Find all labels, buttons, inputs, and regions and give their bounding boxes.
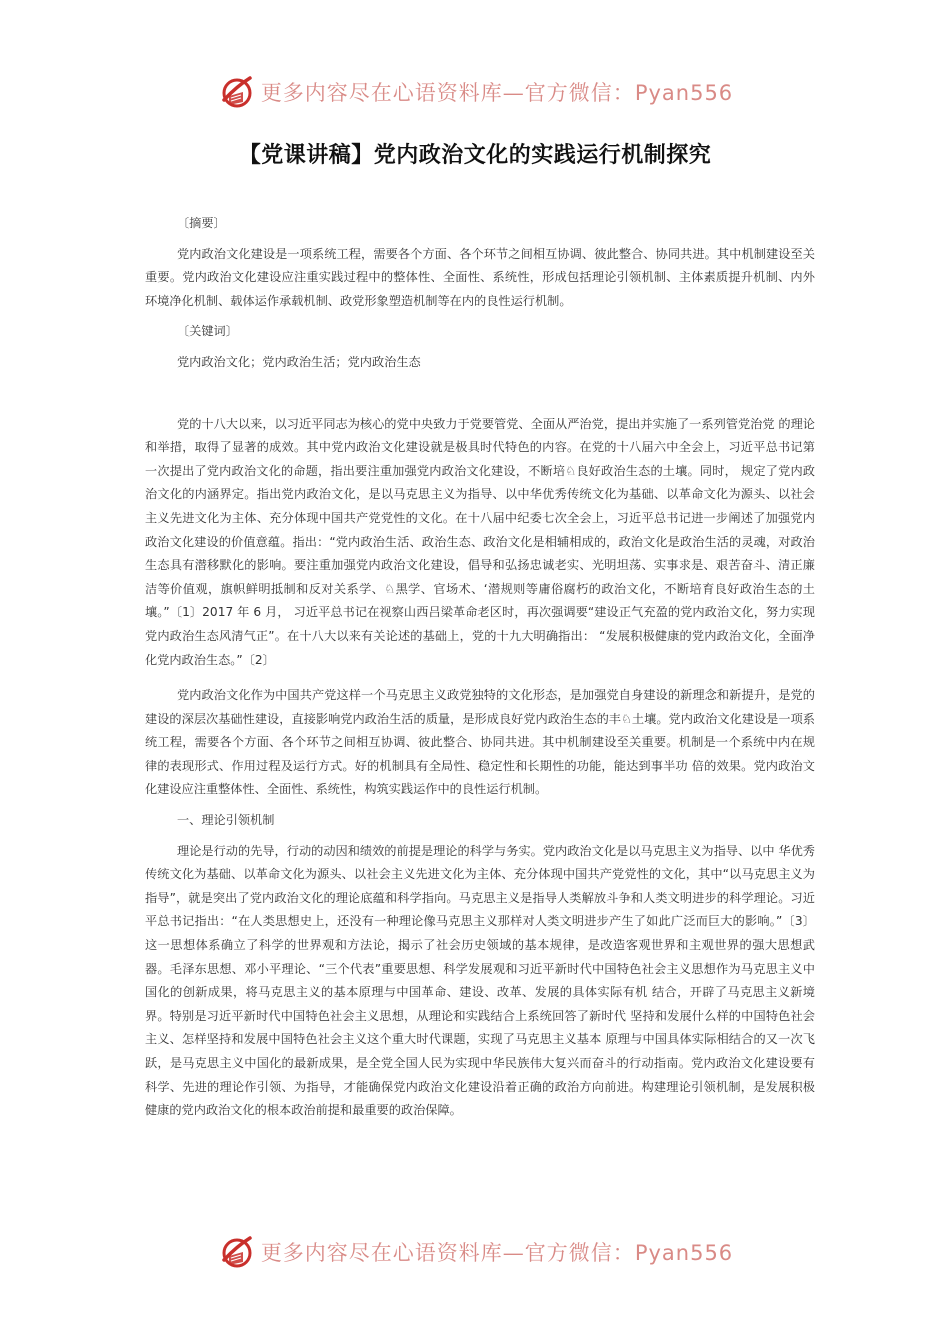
- header-banner: [0, 72, 950, 112]
- document-title: 【党课讲稿】党内政治文化的实践运行机制探究: [238, 143, 712, 168]
- document-body: [145, 212, 815, 1123]
- banner-wechat-id: Pyan556: [634, 1241, 734, 1265]
- footer-banner: [0, 1232, 950, 1272]
- keywords-label: 〔关键词〕: [177, 324, 238, 339]
- banner-text: [261, 77, 733, 107]
- banner-wechat-id: Pyan556: [634, 81, 734, 105]
- abstract-label: 〔摘要〕: [177, 216, 226, 230]
- book-logo-icon: [217, 1232, 257, 1272]
- book-logo-icon: [217, 72, 257, 112]
- body-paragraph: 党内政治文化作为中国共产党这样一个马克思主义政党独特的文化形态，是加强党自身建设的新理念和新提升，是党的建设的深层次基础性建设，直接影响党内政治生活的质量，是形成良好党内政治生态的丰♘土壤。党内政治文化建设是一项系统工程，需要各个方面、各个环节之间相互协调、彼此整合、协同共进。其中机制建设至关重要。机制是一个系统中内在规律的表现形式、作用过程及运行方式。好的机制具有全局性、稳定性和长期性的功能，能达到事半功 倍的效果。党内政治文化建设应注重整体性、全面性、系统性，构筑实践运作中的良性运行机制。: [145, 688, 815, 797]
- banner-slogan: 更多内容尽在心语资料库—官方微信：: [260, 81, 635, 105]
- section-paragraph: 理论是行动的先导，行动的动因和绩效的前提是理论的科学与务实。党内政治文化是以马克思主义为指导、以中 华优秀传统文化为基础、以革命文化为源头、以社会主义先进文化为主体、充分体现中国共产党党性的文化，其中“以马克思主义为指导”，就是突出了党内政治文化的理论底蕴和科学指向。马克思主义是指导人类解放斗争和人类文明进步的科学理论。习近平总书记指出：“在人类思想史上，还没有一种理论像马克思主义那样对人类文明进步产生了如此广泛而巨大的影响。”〔3〕这一思想体系确立了科学的世界观和方法论，揭示了社会历史领域的基本规律，是改造客观世界和主观世界的强大思想武器。毛泽东思想、邓小平理论、“三个代表”重要思想、科学发展观和习近平新时代中国特色社会主义思想作为马克思主义中国化的创新成果，将马克思主义的基本原理与中国革命、建设、改革、发展的具体实际有机 结合，开辟了马克思主义新境界。特别是习近平新时代中国特色社会主义思想，从理论和实践结合上系统回答了新时代 坚持和发展什么样的中国特色社会主义、怎样坚持和发展中国特色社会主义这个重大时代课题，实现了马克思主义基本 原理与中国具体实际相结合的又一次飞跃，是马克思主义中国化的最新成果，是全党全国人民为实现中华民族伟大复兴而奋斗的行动指南。党内政治文化建设要有科学、先进的理论作引领、为指导，才能确保党内政治文化建设沿着正确的政治方向前进。构建理论引领机制，是发展积极健康的党内政治文化的根本政治前提和最重要的政治保障。: [145, 843, 815, 1118]
- keywords-text: 党内政治文化；党内政治生活；党内政治生态: [177, 354, 421, 369]
- banner-text: [261, 1237, 733, 1267]
- section-heading: 一、理论引领机制: [177, 813, 275, 828]
- body-paragraph: 党的十八大以来，以习近平同志为核心的党中央致力于党要管党、全面从严治党，提出并实施了一系列管党治党 的理论和举措，取得了显著的成效。其中党内政治文化建设就是极具时代特色的内容。在党的十八届六中全会上，习近平总书记第一次提出了党内政治文化的命题，指出要注重加强党内政治文化建设，不断培♘良好政治生态的土壤。同时， 规定了党内政治文化的内涵界定。指出党内政治文化，是以马克思主义为指导、以中华优秀传统文化为基础、以革命文化为源头、以社会主义先进文化为主体、充分体现中国共产党党性的文化。在十八届中纪委七次全会上，习近平总书记进一步阐述了加强党内政治文化建设的价值意蕴。指出：“党内政治生活、政治生态、政治文化是相辅相成的，政治文化是政治生活的灵魂，对政治生态具有潜移默化的影响。要注重加强党内政治文化建设，倡导和弘扬忠诚老实、光明坦荡、实事求是、艰苦奋斗、清正廉洁等价值观，旗帜鲜明抵制和反对关系学、♘黑学、官场术、‘潜规则等庸俗腐朽的政治文化，不断培育良好政治生态的土壤。”〔1〕2017 年 6 月， 习近平总书记在视察山西吕梁革命老区时，再次强调要“建设正气充盈的党内政治文化，努力实现党内政治生态风清气正”。在十八大以来有关论述的基础上，党的十九大明确指出： “发展积极健康的党内政治文化，全面净化党内政治生态。”〔2〕: [145, 416, 815, 667]
- banner-slogan: 更多内容尽在心语资料库—官方微信：: [260, 1241, 635, 1265]
- abstract-text: 党内政治文化建设是一项系统工程，需要各个方面、各个环节之间相互协调、彼此整合、协同共进。其中机制建设至关重要。党内政治文化建设应注重实践过程中的整体性、全面性、系统性，形成包括理论引领机制、主体素质提升机制、内外环境净化机制、载体运作承载机制、政党形象塑造机制等在内的良性运行机制。: [145, 246, 815, 308]
